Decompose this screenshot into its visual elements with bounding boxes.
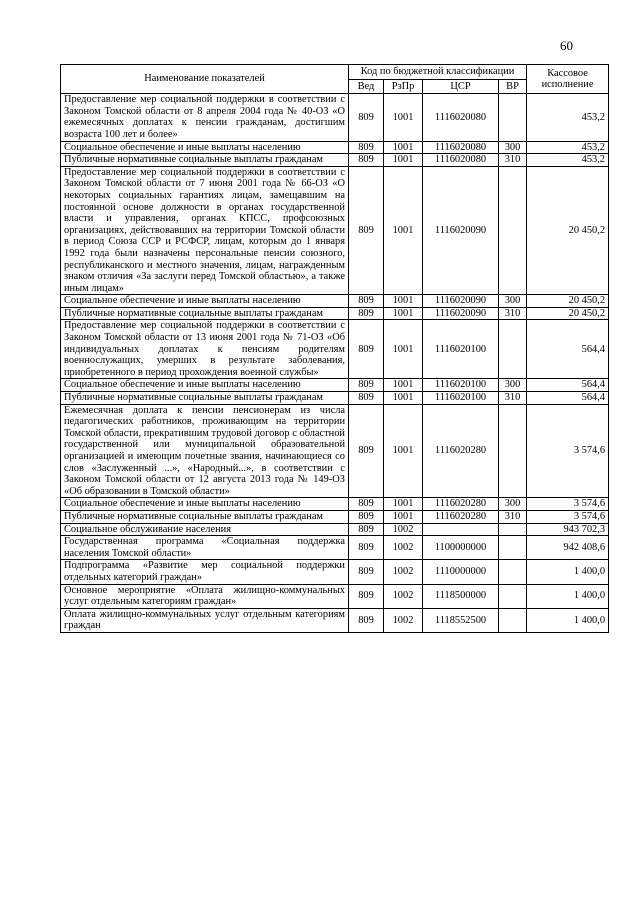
- cell-ved: 809: [349, 392, 384, 405]
- cell-amount: 453,2: [527, 141, 609, 154]
- table-row: [61, 498, 609, 511]
- cell-rzpr: 1002: [384, 536, 423, 560]
- cell-amount: 3 574,6: [527, 510, 609, 523]
- table-row: [61, 320, 609, 379]
- header-code-group: Код по бюджетной классификации: [349, 65, 527, 80]
- table-row: [61, 404, 609, 498]
- cell-rzpr: 1001: [384, 166, 423, 295]
- cell-csr: 1116020100: [423, 320, 499, 379]
- cell-amount: 20 450,2: [527, 295, 609, 308]
- cell-rzpr: 1001: [384, 154, 423, 167]
- cell-amount: 1 400,0: [527, 608, 609, 632]
- cell-amount: 942 408,6: [527, 536, 609, 560]
- cell-csr: 1116020080: [423, 94, 499, 141]
- cell-rzpr: 1001: [384, 307, 423, 320]
- header-csr: ЦСР: [423, 79, 499, 94]
- cell-amount: 564,4: [527, 392, 609, 405]
- header-ved: Вед: [349, 79, 384, 94]
- cell-name: Предоставление мер социальной поддержки в соответствии с Законом Томской области от 7 июня 2001 года № 66-ОЗ «О некоторых социальных гарантиях лицам, замещавшим на постоянной основе должности в органах государственной власти и управления, органах КПСС, профсоюзных организациях, действовавших на территории Томской области в период Союза ССР и РСФСР, лицам, которым до 1 января 1992 года были назначены персональные пенсии союзного, республиканского и местного значения, лицам, награжденным знаком отличия «За заслуги перед Томской областью», а также иным лицам»: [61, 166, 349, 295]
- cell-vr: 310: [499, 510, 527, 523]
- cell-name: Социальное обеспечение и иные выплаты населению: [61, 295, 349, 308]
- cell-name: Публичные нормативные социальные выплаты гражданам: [61, 307, 349, 320]
- cell-name: Предоставление мер социальной поддержки в соответствии с Законом Томской области от 13 июня 2001 года № 71-ОЗ «Об индивидуальных доплатах к пенсиям родителям военнослужащих, умерших в результате заболевания, приобретенного в период прохождения военной службы»: [61, 320, 349, 379]
- cell-amount: 20 450,2: [527, 307, 609, 320]
- cell-amount: 564,4: [527, 320, 609, 379]
- header-name: Наименование показателей: [61, 65, 349, 94]
- cell-csr: 1116020090: [423, 307, 499, 320]
- cell-rzpr: 1001: [384, 404, 423, 498]
- table-row: [61, 510, 609, 523]
- cell-name: Основное мероприятие «Оплата жилищно-коммунальных услуг отдельным категориям граждан»: [61, 584, 349, 608]
- cell-amount: 453,2: [527, 154, 609, 167]
- table-row: [61, 94, 609, 141]
- cell-ved: 809: [349, 379, 384, 392]
- cell-csr: 1116020100: [423, 392, 499, 405]
- table-row: [61, 379, 609, 392]
- cell-name: Социальное обеспечение и иные выплаты населению: [61, 379, 349, 392]
- cell-csr: 1116020100: [423, 379, 499, 392]
- cell-rzpr: 1002: [384, 560, 423, 584]
- cell-ved: 809: [349, 608, 384, 632]
- cell-rzpr: 1001: [384, 379, 423, 392]
- cell-ved: 809: [349, 320, 384, 379]
- cell-amount: 943 702,3: [527, 523, 609, 536]
- cell-csr: 1110000000: [423, 560, 499, 584]
- cell-csr: 1116020080: [423, 141, 499, 154]
- cell-vr: [499, 523, 527, 536]
- cell-amount: 20 450,2: [527, 166, 609, 295]
- cell-name: Государственная программа «Социальная поддержка населения Томской области»: [61, 536, 349, 560]
- cell-csr: 1100000000: [423, 536, 499, 560]
- cell-vr: [499, 608, 527, 632]
- table-row: [61, 295, 609, 308]
- table-row: [61, 536, 609, 560]
- cell-ved: 809: [349, 536, 384, 560]
- budget-execution-table: [60, 64, 609, 633]
- cell-rzpr: 1001: [384, 320, 423, 379]
- cell-vr: [499, 536, 527, 560]
- cell-vr: 310: [499, 392, 527, 405]
- cell-rzpr: 1002: [384, 608, 423, 632]
- cell-name: Подпрограмма «Развитие мер социальной поддержки отдельных категорий граждан»: [61, 560, 349, 584]
- table-row: [61, 141, 609, 154]
- cell-name: Публичные нормативные социальные выплаты гражданам: [61, 510, 349, 523]
- cell-amount: 3 574,6: [527, 404, 609, 498]
- cell-csr: 1116020080: [423, 154, 499, 167]
- cell-vr: [499, 560, 527, 584]
- cell-csr: 1116020090: [423, 166, 499, 295]
- cell-name: Предоставление мер социальной поддержки в соответствии с Законом Томской области от 8 апреля 2004 года № 40-ОЗ «О ежемесячных доплатах к пенсии гражданам, достигшим возраста 100 лет и более»: [61, 94, 349, 141]
- cell-rzpr: 1001: [384, 510, 423, 523]
- cell-csr: 1118500000: [423, 584, 499, 608]
- cell-csr: 1116020280: [423, 510, 499, 523]
- cell-rzpr: 1001: [384, 94, 423, 141]
- cell-name: Социальное обеспечение и иные выплаты населению: [61, 141, 349, 154]
- cell-name: Оплата жилищно-коммунальных услуг отдельным категориям граждан: [61, 608, 349, 632]
- cell-name: Публичные нормативные социальные выплаты гражданам: [61, 154, 349, 167]
- cell-rzpr: 1002: [384, 523, 423, 536]
- table-row: [61, 154, 609, 167]
- cell-name: Социальное обслуживание населения: [61, 523, 349, 536]
- cell-rzpr: 1001: [384, 392, 423, 405]
- page-number: 60: [560, 38, 573, 53]
- cell-csr: 1118552500: [423, 608, 499, 632]
- cell-vr: 300: [499, 141, 527, 154]
- cell-csr: 1116020090: [423, 295, 499, 308]
- cell-name: Социальное обеспечение и иные выплаты населению: [61, 498, 349, 511]
- cell-name: Публичные нормативные социальные выплаты гражданам: [61, 392, 349, 405]
- cell-csr: [423, 523, 499, 536]
- cell-vr: [499, 404, 527, 498]
- cell-amount: 1 400,0: [527, 560, 609, 584]
- cell-vr: 310: [499, 154, 527, 167]
- cell-ved: 809: [349, 94, 384, 141]
- cell-vr: 300: [499, 498, 527, 511]
- cell-ved: 809: [349, 295, 384, 308]
- cell-csr: 1116020280: [423, 498, 499, 511]
- cell-amount: 564,4: [527, 379, 609, 392]
- cell-ved: 809: [349, 154, 384, 167]
- table-row: [61, 307, 609, 320]
- table-row: [61, 166, 609, 295]
- cell-vr: 310: [499, 307, 527, 320]
- cell-ved: 809: [349, 560, 384, 584]
- cell-amount: 1 400,0: [527, 584, 609, 608]
- header-amount: Кассовое исполнение: [527, 65, 609, 94]
- header-vr: ВР: [499, 79, 527, 94]
- cell-name: Ежемесячная доплата к пенсии пенсионерам из числа педагогических работников, проживающим на территории Томской области, прекратившим трудовой договор с областной государственной или муниципальной образовательной организацией и имеющим почетные звания, начинающиеся со слов «Заслуженный ...», «Народный...», в соответствии с Законом Томской области от 12 августа 2013 года № 149-ОЗ «Об образовании в Томской области»: [61, 404, 349, 498]
- table-row: [61, 584, 609, 608]
- table-row: [61, 560, 609, 584]
- cell-csr: 1116020280: [423, 404, 499, 498]
- cell-ved: 809: [349, 141, 384, 154]
- table-row: [61, 608, 609, 632]
- cell-vr: [499, 584, 527, 608]
- cell-vr: 300: [499, 379, 527, 392]
- header-rzpr: РзПр: [384, 79, 423, 94]
- table-row: [61, 523, 609, 536]
- cell-amount: 453,2: [527, 94, 609, 141]
- cell-rzpr: 1001: [384, 498, 423, 511]
- table-header: [61, 65, 609, 94]
- cell-vr: [499, 320, 527, 379]
- cell-ved: 809: [349, 510, 384, 523]
- cell-ved: 809: [349, 404, 384, 498]
- cell-ved: 809: [349, 523, 384, 536]
- cell-vr: [499, 166, 527, 295]
- cell-ved: 809: [349, 584, 384, 608]
- cell-ved: 809: [349, 166, 384, 295]
- cell-rzpr: 1002: [384, 584, 423, 608]
- cell-vr: [499, 94, 527, 141]
- table-row: [61, 392, 609, 405]
- cell-amount: 3 574,6: [527, 498, 609, 511]
- table-body: [61, 94, 609, 633]
- cell-ved: 809: [349, 307, 384, 320]
- cell-rzpr: 1001: [384, 295, 423, 308]
- cell-rzpr: 1001: [384, 141, 423, 154]
- cell-ved: 809: [349, 498, 384, 511]
- cell-vr: 300: [499, 295, 527, 308]
